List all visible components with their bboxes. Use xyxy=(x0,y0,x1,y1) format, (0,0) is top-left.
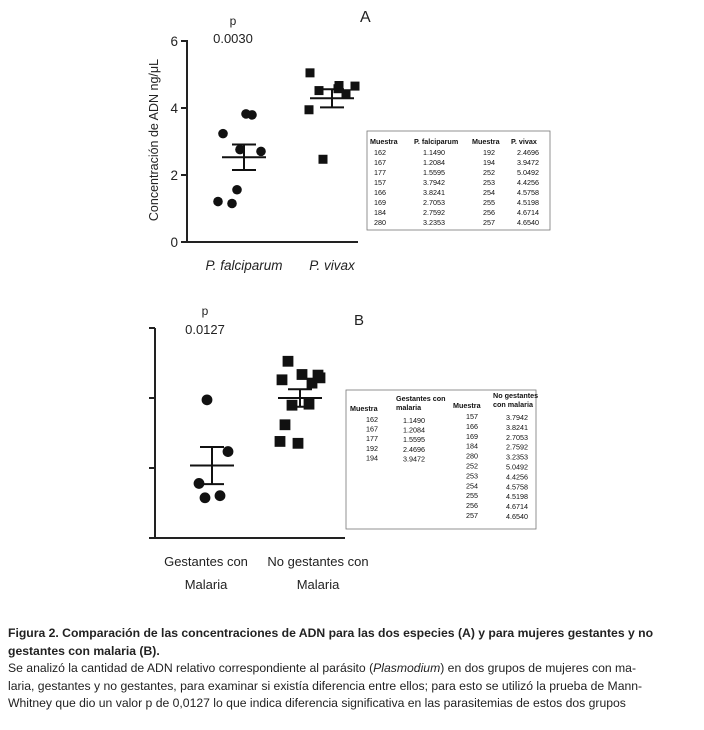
table-cell: 166 xyxy=(374,188,386,197)
caption-line-1: Se analizó la cantidad de ADN relativo correspondiente al parásito (Plasmodium) en dos grupos de mujeres con ma- xyxy=(8,661,637,675)
table-cell: 3.8241 xyxy=(423,188,445,197)
panel-b-chart xyxy=(149,304,538,592)
table-cell: 2.7592 xyxy=(506,442,528,452)
table-cell: 3.2353 xyxy=(423,218,445,227)
table-cell: 1.1490 xyxy=(423,148,445,157)
table-cell: 4.5758 xyxy=(506,482,528,492)
data-point xyxy=(305,105,314,114)
panel-b-category-no-gestantes-line2: Malaria xyxy=(296,577,340,592)
panel-b-category-gestantes-line1: Gestantes con xyxy=(164,554,248,569)
table-cell: 177 xyxy=(374,168,386,177)
table-header: P. vivax xyxy=(511,137,537,146)
data-point xyxy=(304,399,315,410)
data-point xyxy=(241,109,251,119)
table-header: P. falciparum xyxy=(414,137,459,146)
table-cell: 157 xyxy=(374,178,386,187)
y-tick-label: 6 xyxy=(170,34,178,49)
table-cell: 4.5198 xyxy=(517,198,539,207)
panel-b-category-gestantes-line2: Malaria xyxy=(184,577,228,592)
data-point xyxy=(319,155,328,164)
table-cell: 4.4256 xyxy=(517,178,539,187)
data-point xyxy=(293,438,304,449)
panel-a-chart xyxy=(147,9,550,273)
panel-a-data-table xyxy=(367,131,550,230)
table-cell: 2.7053 xyxy=(506,432,528,442)
table-cell: 157 xyxy=(466,412,478,421)
panel-a-letter: A xyxy=(360,9,371,26)
table-header-line: No gestantes xyxy=(493,391,539,400)
y-tick-label: 2 xyxy=(170,168,178,183)
table-cell: 184 xyxy=(466,441,478,451)
table-cell: 4.6540 xyxy=(506,512,528,521)
data-point xyxy=(283,356,294,367)
panel-a-category-falciparum: P. falciparum xyxy=(205,258,283,273)
table-header: Muestra xyxy=(350,404,378,413)
table-cell: 255 xyxy=(466,491,478,501)
table-cell: 2.4696 xyxy=(517,148,539,157)
panel-b-category-no-gestantes-line1: No gestantes con xyxy=(267,554,369,569)
table-header-line: con malaria xyxy=(493,400,533,409)
data-point xyxy=(215,490,226,501)
data-point xyxy=(223,446,234,457)
table-cell: 254 xyxy=(466,481,478,491)
table-cell: 253 xyxy=(466,471,478,481)
table-header-line: Gestantes con xyxy=(396,394,446,403)
data-point xyxy=(313,370,324,381)
table-cell: 4.5198 xyxy=(506,492,528,502)
table-cell: 2.7592 xyxy=(423,208,445,217)
table-cell: 256 xyxy=(466,501,478,511)
table-cell: 3.9472 xyxy=(403,454,425,464)
table-cell: 4.6714 xyxy=(506,502,528,512)
panel-a-y-axis-label: Concentración de ADN ng/μL xyxy=(147,58,161,222)
data-point xyxy=(342,89,351,98)
table-cell: 4.6714 xyxy=(517,208,539,217)
table-cell: 169 xyxy=(374,198,386,207)
table-cell: 2.7053 xyxy=(423,198,445,207)
table-cell: 3.9472 xyxy=(517,158,539,167)
panel-a-p-label: p xyxy=(229,14,237,28)
data-point xyxy=(256,147,266,157)
data-point xyxy=(351,82,360,91)
table-cell: 5.0492 xyxy=(517,168,539,177)
table-cell: 1.5595 xyxy=(403,435,425,445)
table-cell: 4.5758 xyxy=(517,188,539,197)
data-point xyxy=(287,400,298,411)
table-cell: 4.6540 xyxy=(517,218,539,227)
panel-b-data-table xyxy=(346,390,538,529)
table-cell: 253 xyxy=(483,178,495,187)
table-cell: 184 xyxy=(374,208,386,217)
data-point xyxy=(218,129,228,139)
table-cell: 192 xyxy=(366,443,378,453)
table-cell: 252 xyxy=(466,461,478,471)
table-cell: 1.2084 xyxy=(423,158,445,167)
table-cell: 3.2353 xyxy=(506,452,528,462)
table-cell: 280 xyxy=(374,218,386,227)
table-cell: 162 xyxy=(366,415,378,424)
table-cell: 1.1490 xyxy=(403,416,425,425)
table-cell: 5.0492 xyxy=(506,462,528,472)
panel-b-p-value: 0.0127 xyxy=(185,322,225,337)
table-cell: 256 xyxy=(483,208,495,217)
panel-a-p-value: 0.0030 xyxy=(213,31,253,46)
table-cell: 177 xyxy=(366,434,378,444)
table-header: Muestra xyxy=(472,137,500,146)
caption-plasmodium: Plasmodium xyxy=(373,661,441,675)
panel-b-p-label: p xyxy=(201,304,209,318)
caption-line-2: laria, gestantes y no gestantes, para examinar si existía diferencia entre ellos; para esto se utilizó la prueba de Mann- xyxy=(8,678,643,693)
caption-line-3: Whitney que dio un valor p de 0,0127 lo que indica diferencia significativa en las parasitemias de estos dos grupos xyxy=(8,696,626,710)
table-cell: 192 xyxy=(483,148,495,157)
table-cell: 3.7942 xyxy=(423,178,445,187)
table-cell: 257 xyxy=(466,511,478,520)
table-header: Muestra xyxy=(370,137,398,146)
table-header-line: malaria xyxy=(396,403,422,412)
data-point xyxy=(280,419,291,430)
table-cell: 254 xyxy=(483,188,495,197)
table-cell: 257 xyxy=(483,218,495,227)
table-cell: 280 xyxy=(466,451,478,461)
caption-title: Figura 2. Comparación de las concentraciones de ADN para las dos especies (A) y para mujeres gestantes y no gestantes con malaria (B). xyxy=(8,626,654,658)
table-cell: 1.2084 xyxy=(403,425,425,435)
data-point xyxy=(315,86,324,95)
table-cell: 166 xyxy=(466,421,478,431)
y-tick-label: 0 xyxy=(170,235,178,250)
table-cell: 255 xyxy=(483,198,495,207)
data-point xyxy=(275,436,286,447)
table-cell: 2.4696 xyxy=(403,444,425,454)
table-cell: 167 xyxy=(366,424,378,434)
data-point xyxy=(213,197,223,207)
panel-b-letter: B xyxy=(354,312,365,329)
data-point xyxy=(227,199,237,209)
panel-a-category-vivax: P. vivax xyxy=(309,258,355,273)
table-cell: 252 xyxy=(483,168,495,177)
table-cell: 3.7942 xyxy=(506,413,528,422)
data-point xyxy=(297,369,308,380)
table-cell: 169 xyxy=(466,431,478,441)
table-cell: 4.4256 xyxy=(506,472,528,482)
table-cell: 194 xyxy=(483,158,495,167)
table-cell: 162 xyxy=(374,148,386,157)
table-header: Muestra xyxy=(453,401,481,410)
table-cell: 3.8241 xyxy=(506,422,528,432)
data-point xyxy=(277,374,288,385)
y-tick-label: 4 xyxy=(170,101,178,116)
data-point xyxy=(200,492,211,503)
data-point xyxy=(202,394,213,405)
table-cell: 1.5595 xyxy=(423,168,445,177)
data-point xyxy=(306,68,315,77)
table-cell: 194 xyxy=(366,453,378,463)
table-cell: 167 xyxy=(374,158,386,167)
data-point xyxy=(232,185,242,195)
figure-caption xyxy=(8,625,698,713)
